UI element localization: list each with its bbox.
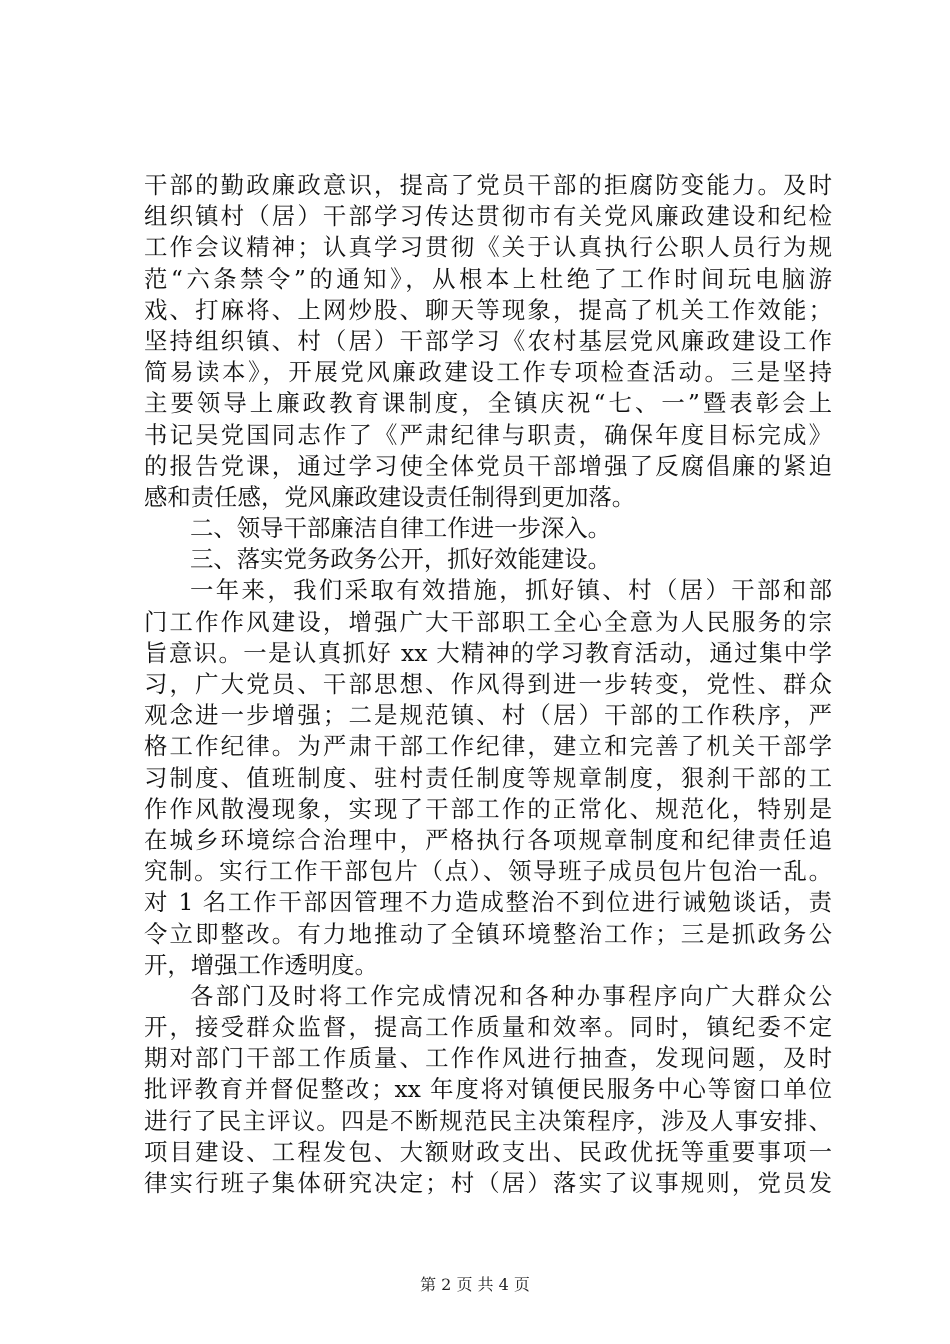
text-line: 开，接受群众监督，提高工作质量和效率。同时，镇纪委不定: [144, 1013, 832, 1042]
text-line: 进行了民主评议。四是不断规范民主决策程序，涉及人事安排、: [144, 1106, 832, 1135]
text-line: 期对部门干部工作质量、工作作风进行抽查，发现问题，及时: [144, 1044, 832, 1073]
text-line: 在城乡环境综合治理中，严格执行各项规章制度和纪律责任追: [144, 825, 832, 854]
text-line: 令立即整改。有力地推动了全镇环境整治工作；三是抓政务公: [144, 919, 832, 948]
page-number-footer: 第 2 页 共 4 页: [420, 1275, 530, 1294]
text-line: 的报告党课，通过学习使全体党员干部增强了反腐倡廉的紧迫: [144, 451, 832, 480]
text-line: 观念进一步增强；二是规范镇、村（居）干部的工作秩序，严: [144, 701, 832, 730]
text-line: 范“六条禁令”的通知》，从根本上杜绝了工作时间玩电脑游: [144, 264, 832, 293]
text-line: 开，增强工作透明度。: [144, 950, 378, 979]
text-line: 简易读本》，开展党风廉政建设工作专项检查活动。三是坚持: [144, 358, 832, 387]
text-line: 门工作作风建设，增强广大干部职工全心全意为人民服务的宗: [144, 607, 832, 636]
text-line: 组织镇村（居）干部学习传达贯彻市有关党风廉政建设和纪检: [144, 202, 832, 231]
document-body: [144, 170, 832, 1199]
text-line: 习制度、值班制度、驻村责任制度等规章制度，狠刹干部的工: [144, 763, 832, 792]
section-heading: 三、落实党务政务公开，抓好效能建设。: [190, 545, 612, 574]
text-line: 一年来，我们采取有效措施，抓好镇、村（居）干部和部: [190, 576, 832, 605]
text-line: 旨意识。一是认真抓好 xx 大精神的学习教育活动，通过集中学: [144, 638, 832, 667]
text-line: 律实行班子集体研究决定；村（居）落实了议事规则，党员发: [144, 1169, 832, 1197]
section-heading: 二、领导干部廉洁自律工作进一步深入。: [190, 514, 612, 543]
text-line: 戏、打麻将、上网炒股、聊天等现象，提高了机关工作效能；: [144, 295, 832, 324]
text-line: 项目建设、工程发包、大额财政支出、民政优抚等重要事项一: [144, 1137, 832, 1166]
text-line: 干部的勤政廉政意识，提高了党员干部的拒腐防变能力。及时: [144, 171, 832, 199]
text-line: 究制。实行工作干部包片（点）、领导班子成员包片包治一乱。: [144, 857, 832, 886]
text-line: 书记吴党国同志作了《严肃纪律与职责，确保年度目标完成》: [144, 420, 832, 449]
text-line: 工作会议精神；认真学习贯彻《关于认真执行公职人员行为规: [144, 233, 832, 262]
text-line: 作作风散漫现象，实现了干部工作的正常化、规范化，特别是: [144, 794, 832, 823]
text-line: 批评教育并督促整改；xx 年度将对镇便民服务中心等窗口单位: [144, 1075, 832, 1104]
text-line: 主要领导上廉政教育课制度，全镇庆祝“七、一”暨表彰会上: [144, 389, 832, 418]
text-line: 各部门及时将工作完成情况和各种办事程序向广大群众公: [190, 981, 832, 1010]
text-line: 感和责任感，党风廉政建设责任制得到更加落。: [144, 482, 636, 511]
text-line: 格工作纪律。为严肃干部工作纪律，建立和完善了机关干部学: [144, 732, 832, 761]
text-line: 对 1 名工作干部因管理不力造成整治不到位进行诫勉谈话，责: [144, 888, 832, 917]
text-line: 坚持组织镇、村（居）干部学习《农村基层党风廉政建设工作: [144, 326, 832, 355]
text-line: 习，广大党员、干部思想、作风得到进一步转变，党性、群众: [144, 670, 832, 698]
